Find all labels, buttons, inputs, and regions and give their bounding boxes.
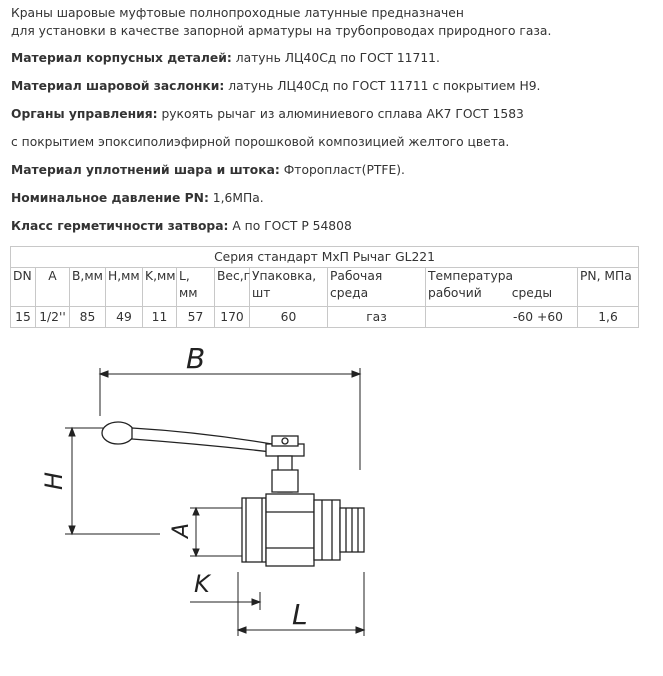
header-h: H,мм xyxy=(106,268,143,307)
header-pn: PN, МПа xyxy=(578,268,639,307)
header-temp-sub1: рабочий xyxy=(428,286,482,300)
cell-medium: газ xyxy=(328,307,426,328)
cell-h: 49 xyxy=(106,307,143,328)
table-row xyxy=(11,307,639,328)
table-title: Серия стандарт МхП Рычаг GL221 xyxy=(11,247,639,268)
header-k: K,мм xyxy=(143,268,177,307)
cell-pack: 60 xyxy=(250,307,328,328)
label-k: K xyxy=(194,570,210,598)
header-dn: DN xyxy=(11,268,36,307)
spec-controls: Органы управления: рукоять рычаг из алюминиевого сплава АК7 ГОСТ 1583 xyxy=(11,107,524,121)
spec-seal-material: Материал уплотнений шара и штока: Фторопласт(PTFE). xyxy=(11,163,405,177)
table-header-row xyxy=(11,268,639,307)
label-h: H xyxy=(40,471,68,490)
cell-b: 85 xyxy=(70,307,106,328)
spec-body-material: Материал корпусных деталей: латунь ЛЦ40Сд по ГОСТ 11711. xyxy=(11,51,440,65)
label-l: L xyxy=(292,598,308,631)
header-medium: Рабочая среда xyxy=(328,268,426,307)
valve-drawing xyxy=(10,340,422,640)
intro-line-2: для установки в качестве запорной арматуры на трубопроводах природного газа. xyxy=(11,24,552,38)
header-a: A xyxy=(36,268,70,307)
header-b: B,мм xyxy=(70,268,106,307)
cell-dn: 15 xyxy=(11,307,36,328)
intro-line-1: Краны шаровые муфтовые полнопроходные латунные предназначен xyxy=(11,6,464,20)
cell-l: 57 xyxy=(177,307,215,328)
header-pack: Упаковка, шт xyxy=(250,268,328,307)
spec-controls-coating: с покрытием эпоксиполиэфирной порошковой композицией желтого цвета. xyxy=(11,135,510,149)
spec-nominal-pressure: Номинальное давление PN: 1,6МПа. xyxy=(11,191,264,205)
cell-k: 11 xyxy=(143,307,177,328)
header-l: L, мм xyxy=(177,268,215,307)
cell-pn: 1,6 xyxy=(578,307,639,328)
spec-tightness-class: Класс герметичности затвора: А по ГОСТ Р 54808 xyxy=(11,219,352,233)
intro-text xyxy=(11,4,551,40)
label-a: A xyxy=(169,522,194,538)
header-temp-label: Температура xyxy=(428,269,514,283)
header-temp-sub2: среды xyxy=(511,286,553,300)
cell-temp: -60 +60 xyxy=(426,307,578,328)
cell-weight: 170 xyxy=(215,307,250,328)
spec-ball-material: Материал шаровой заслонки: латунь ЛЦ40Сд по ГОСТ 11711 с покрытием Н9. xyxy=(11,79,541,93)
header-temp xyxy=(426,268,578,307)
cell-a: 1/2'' xyxy=(36,307,70,328)
spec-table xyxy=(10,246,639,328)
label-b: B xyxy=(186,342,206,375)
header-weight: Вес,г xyxy=(215,268,250,307)
